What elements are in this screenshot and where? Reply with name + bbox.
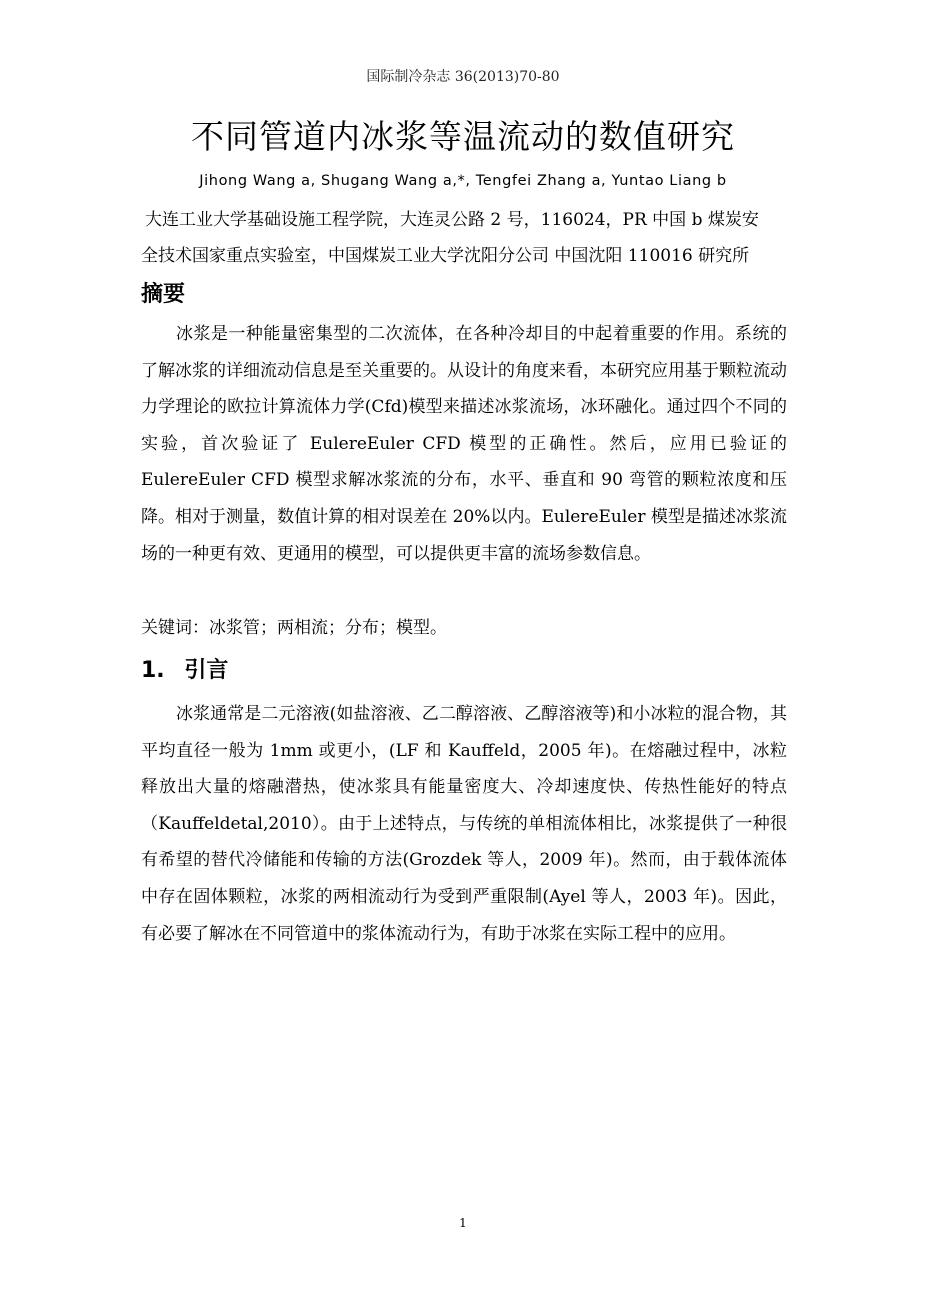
keywords-line: 关键词：冰浆管；两相流；分布；模型。 bbox=[141, 618, 447, 638]
abstract-heading: 摘要 bbox=[141, 282, 186, 307]
paper-title: 不同管道内冰浆等温流动的数值研究 bbox=[191, 117, 735, 156]
introduction-paragraph: 冰浆通常是二元溶液(如盐溶液、乙二醇溶液、乙醇溶液等)和小冰粒的混合物，其平均直径一般为 1mm 或更小，(LF 和 Kauffeld，2005 年)。在熔融过程中，冰粒释放出大量的熔融潜热，使冰浆具有能量密度大、冷却速度快、传热性能好的特点（Kauffeldetal,2010）。由于上述特点，与传统的单相流体相比，冰浆提供了一种很有希望的替代冷储能和传输的方法(Grozdek 等人，2009 年)。然而，由于载体流体中存在固体颗粒，冰浆的两相流动行为受到严重限制(Ayel 等人，2003 年)。因此，有必要了解冰在不同管道中的浆体流动行为，有助于冰浆在实际工程中的应用。 bbox=[141, 704, 787, 944]
affiliation-line-1: 大连工业大学基础设施工程学院，大连灵公路 2 号，116024，PR 中国 b 煤炭安 bbox=[145, 210, 759, 230]
journal-header: 国际制冷杂志 36(2013)70-80 bbox=[366, 69, 560, 85]
introduction-heading: 1. 引言 bbox=[141, 658, 229, 683]
affiliation-block bbox=[141, 202, 787, 274]
abstract-paragraph: 冰浆是一种能量密集型的二次流体，在各种冷却目的中起着重要的作用。系统的了解冰浆的详细流动信息是至关重要的。从设计的角度来看，本研究应用基于颗粒流动力学理论的欧拉计算流体力学(Cfd)模型来描述冰浆流场，冰环融化。通过四个不同的实验，首次验证了 EulereEuler CFD 模型的正确性。然后，应用已验证的 EulereEuler CFD 模型求解冰浆流的分布，水平、垂直和 90 弯管的颗粒浓度和压降。相对于测量，数值计算的相对误差在 20%以内。EulereEuler 模型是描述冰浆流场的一种更有效、更通用的模型，可以提供更丰富的流场参数信息。 bbox=[141, 324, 787, 564]
page-number: 1 bbox=[459, 1216, 467, 1230]
affiliation-line-2: 全技术国家重点实验室，中国煤炭工业大学沈阳分公司 中国沈阳 110016 研究所 bbox=[141, 246, 750, 266]
author-list: Jihong Wang a, Shugang Wang a,*, Tengfei Zhang a, Yuntao Liang b bbox=[199, 173, 727, 189]
